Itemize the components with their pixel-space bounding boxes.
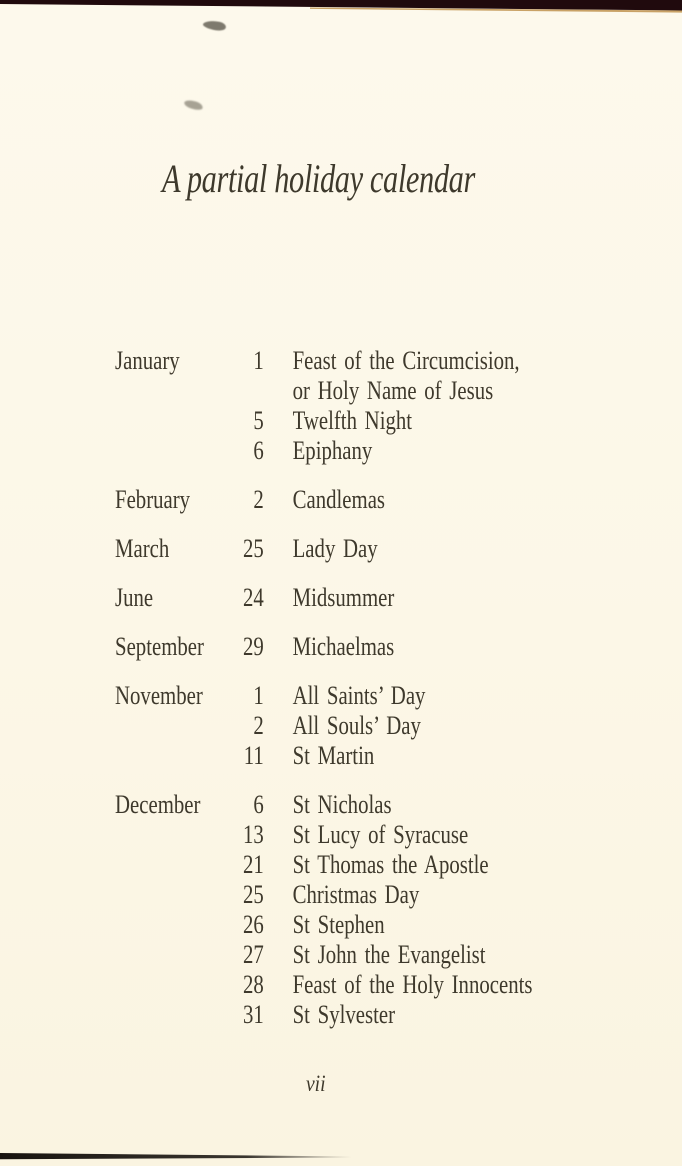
holiday-name-line: St Martin bbox=[292, 741, 375, 770]
page-title: A partial holiday calendar bbox=[162, 156, 475, 201]
calendar-row bbox=[115, 741, 627, 771]
calendar-row bbox=[115, 681, 627, 711]
holiday-name-line: St John the Evangelist bbox=[292, 940, 486, 969]
date-value: 24 bbox=[243, 583, 264, 612]
date-value: 25 bbox=[243, 534, 264, 563]
holiday-name bbox=[293, 820, 469, 850]
holiday-name-line: Feast of the Holy Innocents bbox=[292, 970, 533, 999]
holiday-name-line: St Nicholas bbox=[292, 790, 392, 819]
month-label: December bbox=[115, 790, 201, 819]
holiday-name-line: Epiphany bbox=[292, 436, 373, 465]
holiday-name bbox=[293, 346, 520, 406]
ink-smudge-top bbox=[202, 19, 226, 32]
holiday-name-line: Midsummer bbox=[292, 583, 395, 612]
date-value: 6 bbox=[253, 436, 264, 465]
holiday-name bbox=[293, 632, 395, 662]
holiday-name-line: Feast of the Circumcision, bbox=[292, 346, 520, 375]
calendar-row bbox=[115, 970, 627, 1000]
date-value: 21 bbox=[243, 850, 264, 879]
month-label: February bbox=[115, 485, 191, 514]
holiday-name-line: St Sylvester bbox=[292, 1000, 396, 1029]
holiday-name-line: Christmas Day bbox=[292, 880, 420, 909]
date-value: 27 bbox=[243, 940, 264, 969]
calendar-row bbox=[115, 910, 627, 940]
holiday-name bbox=[293, 910, 385, 940]
holiday-name bbox=[293, 970, 533, 1000]
holiday-name-line: Michaelmas bbox=[292, 632, 395, 661]
holiday-name bbox=[293, 436, 373, 466]
bottom-edge-line bbox=[0, 1153, 352, 1159]
calendar-row bbox=[115, 1000, 627, 1030]
holiday-name-line: Lady Day bbox=[292, 534, 378, 563]
month-label: June bbox=[115, 583, 154, 612]
month-label: September bbox=[115, 632, 204, 661]
month-label: November bbox=[115, 681, 203, 710]
holiday-name bbox=[293, 583, 395, 613]
date-value: 13 bbox=[243, 820, 264, 849]
date-value: 28 bbox=[243, 970, 264, 999]
calendar-row bbox=[115, 485, 627, 515]
calendar-row bbox=[115, 711, 627, 741]
calendar-row bbox=[115, 850, 627, 880]
holiday-name bbox=[293, 790, 392, 820]
calendar-row bbox=[115, 790, 627, 820]
bottom-scan-edge bbox=[0, 1150, 682, 1164]
date-value: 31 bbox=[243, 1000, 264, 1029]
holiday-name bbox=[293, 1000, 395, 1030]
holiday-name bbox=[293, 741, 375, 771]
calendar-row bbox=[115, 534, 627, 564]
holiday-name-line: Twelfth Night bbox=[292, 406, 413, 435]
calendar-row bbox=[115, 583, 627, 613]
holiday-name bbox=[293, 711, 421, 741]
date-value: 1 bbox=[253, 681, 264, 710]
holiday-name bbox=[293, 681, 426, 711]
calendar-row bbox=[115, 346, 627, 406]
month-label: January bbox=[115, 346, 180, 375]
calendar-row bbox=[115, 632, 627, 662]
calendar-row bbox=[115, 406, 627, 436]
date-value: 2 bbox=[253, 485, 264, 514]
holiday-name bbox=[293, 534, 378, 564]
calendar-row bbox=[115, 940, 627, 970]
holiday-name bbox=[293, 406, 412, 436]
date-value: 29 bbox=[243, 632, 264, 661]
date-value: 25 bbox=[243, 880, 264, 909]
month-label: March bbox=[115, 534, 170, 563]
calendar-row bbox=[115, 880, 627, 910]
holiday-name-line: All Saints’ Day bbox=[292, 681, 426, 710]
holiday-name-line: All Souls’ Day bbox=[292, 711, 421, 740]
holiday-name-line: Candlemas bbox=[292, 485, 386, 514]
holiday-name bbox=[293, 880, 420, 910]
date-value: 1 bbox=[253, 346, 264, 375]
holiday-name bbox=[293, 850, 489, 880]
page-number: vii bbox=[306, 1071, 326, 1096]
holiday-name-line: St Lucy of Syracuse bbox=[292, 820, 469, 849]
holiday-calendar bbox=[115, 346, 627, 1030]
date-value: 2 bbox=[253, 711, 264, 740]
holiday-name-line: St Stephen bbox=[292, 910, 385, 939]
date-value: 26 bbox=[243, 910, 264, 939]
calendar-row bbox=[115, 436, 627, 466]
holiday-name bbox=[293, 940, 486, 970]
holiday-name-line: or Holy Name of Jesus bbox=[292, 376, 494, 405]
date-value: 11 bbox=[243, 741, 264, 770]
ink-smudge-middle bbox=[183, 99, 203, 112]
top-scan-edge bbox=[0, 0, 682, 14]
calendar-row bbox=[115, 820, 627, 850]
holiday-name bbox=[293, 485, 385, 515]
date-value: 6 bbox=[253, 790, 264, 819]
date-value: 5 bbox=[253, 406, 264, 435]
holiday-name-line: St Thomas the Apostle bbox=[292, 850, 489, 879]
